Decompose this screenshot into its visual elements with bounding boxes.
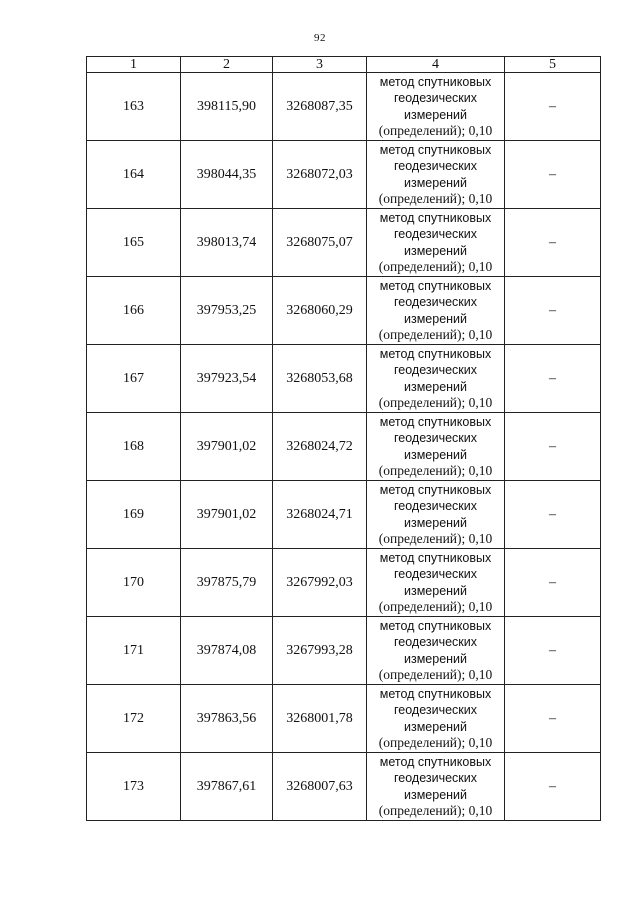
- method-line: метод спутниковых: [379, 74, 492, 89]
- column-header: 1: [87, 57, 181, 73]
- method-line: геодезических: [393, 159, 477, 173]
- y-coordinate-cell: 3268001,78: [273, 685, 367, 753]
- table-row: [87, 617, 601, 685]
- method-line: метод спутниковых: [379, 142, 492, 157]
- method-line: геодезических: [393, 635, 477, 649]
- method-line: геодезических: [393, 363, 477, 377]
- y-coordinate-cell: 3268072,03: [273, 141, 367, 209]
- table-row: [87, 277, 601, 345]
- method-line: метод спутниковых: [379, 278, 492, 293]
- method-line: геодезических: [393, 295, 477, 309]
- note-cell: –: [505, 141, 601, 209]
- method-cell: [367, 413, 505, 481]
- column-header: 5: [505, 57, 601, 73]
- y-coordinate-cell: 3268053,68: [273, 345, 367, 413]
- method-line: (определений); 0,10: [378, 463, 493, 478]
- point-number-cell: 166: [87, 277, 181, 345]
- method-line: измерений: [403, 107, 468, 122]
- x-coordinate-cell: 397863,56: [181, 685, 273, 753]
- point-number-cell: 165: [87, 209, 181, 277]
- method-line: метод спутниковых: [379, 686, 492, 701]
- note-cell: –: [505, 685, 601, 753]
- column-header: 3: [273, 57, 367, 73]
- method-cell: [367, 549, 505, 617]
- point-number-cell: 172: [87, 685, 181, 753]
- point-number-cell: 167: [87, 345, 181, 413]
- method-line: измерений: [403, 719, 468, 734]
- method-line: (определений); 0,10: [378, 327, 493, 342]
- page-number: 92: [314, 32, 326, 44]
- x-coordinate-cell: 397874,08: [181, 617, 273, 685]
- table-row: [87, 685, 601, 753]
- note-cell: –: [505, 617, 601, 685]
- table-row: [87, 481, 601, 549]
- method-cell: [367, 141, 505, 209]
- note-cell: –: [505, 413, 601, 481]
- method-line: измерений: [403, 379, 468, 394]
- method-cell: [367, 481, 505, 549]
- method-line: метод спутниковых: [379, 210, 492, 225]
- column-header: 2: [181, 57, 273, 73]
- point-number-cell: 163: [87, 73, 181, 141]
- method-line: измерений: [403, 311, 468, 326]
- method-line: (определений); 0,10: [378, 735, 493, 750]
- point-number-cell: 169: [87, 481, 181, 549]
- x-coordinate-cell: 397923,54: [181, 345, 273, 413]
- method-line: геодезических: [393, 567, 477, 581]
- point-number-cell: 164: [87, 141, 181, 209]
- table-row: [87, 141, 601, 209]
- coordinates-table: [86, 56, 601, 821]
- note-cell: –: [505, 209, 601, 277]
- y-coordinate-cell: 3267992,03: [273, 549, 367, 617]
- table-row: [87, 73, 601, 141]
- y-coordinate-cell: 3268060,29: [273, 277, 367, 345]
- method-line: (определений); 0,10: [378, 123, 493, 138]
- method-line: геодезических: [393, 771, 477, 785]
- note-cell: –: [505, 73, 601, 141]
- x-coordinate-cell: 397867,61: [181, 753, 273, 821]
- method-line: метод спутниковых: [379, 618, 492, 633]
- y-coordinate-cell: 3267993,28: [273, 617, 367, 685]
- method-line: измерений: [403, 787, 468, 802]
- table-body: [87, 57, 601, 821]
- method-line: геодезических: [393, 499, 477, 513]
- method-line: метод спутниковых: [379, 414, 492, 429]
- method-line: метод спутниковых: [379, 346, 492, 361]
- method-line: (определений); 0,10: [378, 803, 493, 818]
- method-line: метод спутниковых: [379, 754, 492, 769]
- note-cell: –: [505, 277, 601, 345]
- y-coordinate-cell: 3268087,35: [273, 73, 367, 141]
- method-cell: [367, 685, 505, 753]
- method-line: (определений); 0,10: [378, 259, 493, 274]
- method-cell: [367, 617, 505, 685]
- method-line: геодезических: [393, 703, 477, 717]
- method-cell: [367, 73, 505, 141]
- note-cell: –: [505, 753, 601, 821]
- method-cell: [367, 753, 505, 821]
- method-line: (определений); 0,10: [378, 667, 493, 682]
- method-line: метод спутниковых: [379, 482, 492, 497]
- table-row: [87, 549, 601, 617]
- point-number-cell: 171: [87, 617, 181, 685]
- table-row: [87, 753, 601, 821]
- note-cell: –: [505, 481, 601, 549]
- method-line: (определений); 0,10: [378, 191, 493, 206]
- table-header-row: [87, 57, 601, 73]
- y-coordinate-cell: 3268024,72: [273, 413, 367, 481]
- note-cell: –: [505, 549, 601, 617]
- method-line: геодезических: [393, 227, 477, 241]
- x-coordinate-cell: 398044,35: [181, 141, 273, 209]
- x-coordinate-cell: 397875,79: [181, 549, 273, 617]
- x-coordinate-cell: 398115,90: [181, 73, 273, 141]
- method-line: измерений: [403, 447, 468, 462]
- method-line: измерений: [403, 515, 468, 530]
- method-line: (определений); 0,10: [378, 531, 493, 546]
- method-line: измерений: [403, 651, 468, 666]
- y-coordinate-cell: 3268007,63: [273, 753, 367, 821]
- point-number-cell: 173: [87, 753, 181, 821]
- method-line: геодезических: [393, 91, 477, 105]
- note-cell: –: [505, 345, 601, 413]
- y-coordinate-cell: 3268024,71: [273, 481, 367, 549]
- method-cell: [367, 277, 505, 345]
- table-row: [87, 413, 601, 481]
- table-row: [87, 345, 601, 413]
- method-line: измерений: [403, 583, 468, 598]
- x-coordinate-cell: 397953,25: [181, 277, 273, 345]
- y-coordinate-cell: 3268075,07: [273, 209, 367, 277]
- column-header: 4: [367, 57, 505, 73]
- point-number-cell: 168: [87, 413, 181, 481]
- x-coordinate-cell: 397901,02: [181, 481, 273, 549]
- x-coordinate-cell: 397901,02: [181, 413, 273, 481]
- method-cell: [367, 209, 505, 277]
- method-cell: [367, 345, 505, 413]
- method-line: метод спутниковых: [379, 550, 492, 565]
- x-coordinate-cell: 398013,74: [181, 209, 273, 277]
- method-line: (определений); 0,10: [378, 599, 493, 614]
- method-line: измерений: [403, 243, 468, 258]
- method-line: (определений); 0,10: [378, 395, 493, 410]
- table-row: [87, 209, 601, 277]
- method-line: геодезических: [393, 431, 477, 445]
- point-number-cell: 170: [87, 549, 181, 617]
- method-line: измерений: [403, 175, 468, 190]
